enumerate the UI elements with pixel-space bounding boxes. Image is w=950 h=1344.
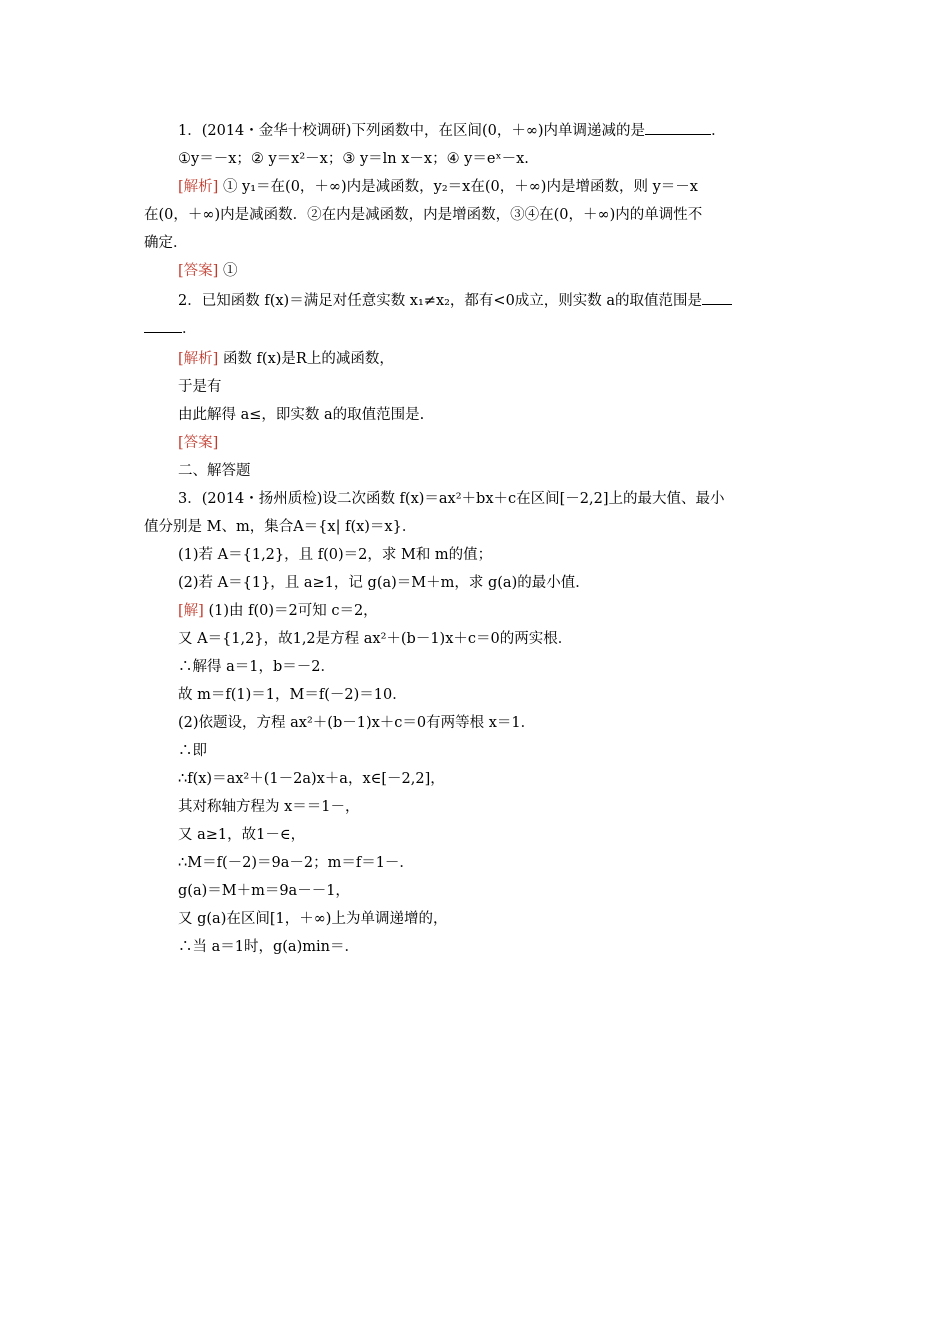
q3-solution-line2: ∴解得 a＝1，b＝－2． bbox=[178, 659, 335, 675]
q2-analysis-line3: 由此解得 a≤，即实数 a的取值范围是. bbox=[178, 407, 425, 423]
q3-solution-line0 bbox=[178, 598, 378, 624]
q3-stem-line1: 3．(2014・扬州质检)设二次函数 f(x)＝ax²＋bx＋c在区间[－2,2]上的最大值、最小 bbox=[178, 491, 725, 507]
q3-solution-line5: ∴即 bbox=[178, 743, 207, 759]
q2-stem-end: ． bbox=[182, 321, 197, 337]
q1-answer bbox=[178, 258, 237, 284]
q1-stem bbox=[178, 118, 726, 144]
q1-answer-text: ① bbox=[222, 263, 238, 279]
q3-part2: (2)若 A＝{1}，且 a≥1，记 g(a)＝M＋m，求 g(a)的最小值． bbox=[178, 575, 590, 591]
q2-blank-part2 bbox=[144, 318, 182, 333]
q3-solution-line11: 又 g(a)在区间[1，＋∞)上为单调递增的， bbox=[178, 911, 448, 927]
q3-solution-tag: [解] bbox=[178, 603, 204, 619]
q1-stem-end: ． bbox=[711, 123, 726, 139]
q1-analysis-line1 bbox=[178, 174, 698, 200]
q1-answer-tag: [答案] bbox=[178, 263, 219, 279]
q3-solution-line9: ∴M＝f(－2)＝9a－2；m＝f＝1－． bbox=[178, 855, 414, 871]
q2-analysis-line2: 于是有 bbox=[178, 379, 222, 395]
q2-analysis-text1: 函数 f(x)是R上的减函数， bbox=[222, 351, 394, 367]
q3-solution-line8: 又 a≥1，故1－∈， bbox=[178, 827, 306, 843]
q3-part1: (1)若 A＝{1,2}，且 f(0)＝2，求 M和 m的值； bbox=[178, 547, 493, 563]
q1-analysis-line3: 确定． bbox=[144, 235, 188, 251]
q3-solution-line10: g(a)＝M＋m＝9a－－1， bbox=[178, 883, 350, 899]
q3-solution-line4: (2)依题设，方程 ax²＋(b－1)x＋c＝0有两等根 x＝1． bbox=[178, 715, 536, 731]
q1-analysis-tag: [解析] bbox=[178, 179, 219, 195]
q1-analysis-text1: ① y₁＝在(0，＋∞)内是减函数，y₂＝x在(0，＋∞)内是增函数，则 y＝－x bbox=[222, 179, 698, 195]
q1-stem-text: 1．(2014・金华十校调研)下列函数中，在区间(0，＋∞)内单调递减的是 bbox=[178, 123, 646, 139]
q2-stem bbox=[178, 288, 732, 314]
q1-options: ①y＝－x；② y＝x²－x；③ y＝ln x－x；④ y＝eˣ－x. bbox=[178, 151, 529, 167]
q3-solution-line7: 其对称轴方程为 x＝＝1－， bbox=[178, 799, 360, 815]
q2-stem-text: 2．已知函数 f(x)＝满足对任意实数 x₁≠x₂，都有<0成立，则实数 a的取值范围是 bbox=[178, 293, 703, 309]
q3-solution-line6: ∴f(x)＝ax²＋(1－2a)x＋a，x∈[－2,2]， bbox=[178, 771, 445, 787]
q2-answer-tag: [答案] bbox=[178, 435, 219, 451]
q2-analysis-line1 bbox=[178, 346, 394, 372]
q2-blank-part1 bbox=[702, 290, 732, 305]
q3-solution-line3: 故 m＝f(1)＝1，M＝f(－2)＝10． bbox=[178, 687, 407, 703]
q1-blank bbox=[645, 120, 711, 135]
q1-analysis-line2: 在(0，＋∞)内是减函数．②在内是减函数，内是增函数，③④在(0，＋∞)内的单调性不 bbox=[144, 207, 703, 223]
q2-answer bbox=[178, 430, 218, 456]
q3-solution-line1: 又 A＝{1,2}，故1,2是方程 ax²＋(b－1)x＋c＝0的两实根． bbox=[178, 631, 573, 647]
q3-stem-line2: 值分别是 M、m，集合A＝{x| f(x)＝x}． bbox=[144, 519, 417, 535]
q3-solution-line12: ∴当 a＝1时，g(a)min＝． bbox=[178, 939, 359, 955]
q2-stem-line2 bbox=[144, 316, 197, 342]
q3-solution-text0: (1)由 f(0)＝2可知 c＝2， bbox=[208, 603, 378, 619]
q2-analysis-tag: [解析] bbox=[178, 351, 219, 367]
section-title: 二、解答题 bbox=[178, 463, 251, 479]
